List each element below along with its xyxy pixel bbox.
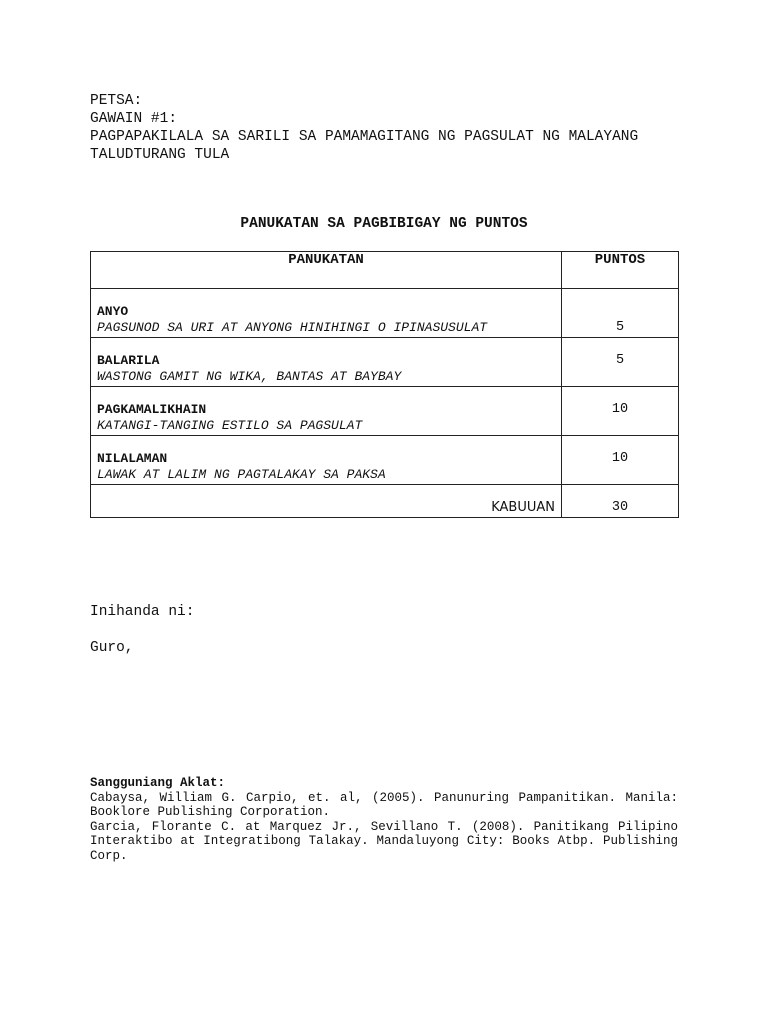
total-label: KABUUAN: [491, 500, 555, 515]
activity-label: GAWAIN #1:: [90, 111, 178, 127]
points-value: 5: [615, 353, 625, 368]
criterion-cell: [91, 338, 562, 387]
criterion-description: LAWAK AT LALIM NG PAGTALAKAY SA PAKSA: [97, 467, 386, 482]
points-cell: [562, 436, 679, 485]
points-value: 10: [611, 402, 629, 417]
criterion-description: PAGSUNOD SA URI AT ANYONG HINIHINGI O IPINASUSULAT: [97, 320, 488, 335]
activity-title-line1: PAGPAPAKILALA SA SARILI SA PAMAMAGITANG NG PAGSULAT NG MALAYANG: [90, 129, 639, 145]
total-points-cell: [562, 485, 679, 518]
criterion-name: BALARILA: [97, 353, 160, 368]
points-cell: [562, 338, 679, 387]
prepared-by-label: Inihanda ni:: [90, 604, 195, 620]
points-cell: [562, 387, 679, 436]
rubric-title: PANUKATAN SA PAGBIBIGAY NG PUNTOS: [240, 216, 528, 232]
criterion-name: ANYO: [97, 304, 129, 319]
document-header: [90, 92, 638, 164]
teacher-label: Guro,: [90, 640, 134, 656]
references-section: [90, 776, 678, 863]
activity-title-line2: TALUDTURANG TULA: [90, 147, 230, 163]
reference-entry: Cabaysa, William G. Carpio, et. al, (2005). Panunuring Pampanitikan. Manila: Booklore Publishing Corporation.: [90, 790, 678, 819]
total-points: 30: [611, 500, 629, 515]
rubric-row: [91, 289, 679, 338]
rubric-table: [90, 251, 679, 518]
criterion-name: NILALAMAN: [97, 451, 168, 466]
rubric-row: [91, 387, 679, 436]
column-header-points: PUNTOS: [562, 252, 679, 289]
references-heading: Sangguniang Aklat:: [90, 776, 226, 790]
criterion-cell: [91, 387, 562, 436]
criterion-cell: [91, 436, 562, 485]
points-cell: [562, 289, 679, 338]
date-label: PETSA:: [90, 93, 143, 109]
criterion-cell: [91, 289, 562, 338]
rubric-row: [91, 436, 679, 485]
criterion-description: KATANGI-TANGING ESTILO SA PAGSULAT: [97, 418, 363, 433]
criterion-name: PAGKAMALIKHAIN: [97, 402, 207, 417]
points-value: 10: [611, 451, 629, 466]
points-value: 5: [615, 320, 625, 335]
column-header-criteria: PANUKATAN: [91, 252, 562, 289]
criterion-description: WASTONG GAMIT NG WIKA, BANTAS AT BAYBAY: [97, 369, 402, 384]
rubric-row: [91, 338, 679, 387]
rubric-total-row: [91, 485, 679, 518]
total-label-cell: [91, 485, 562, 518]
rubric-header-row: [91, 252, 679, 289]
reference-entry: Garcia, Florante C. at Marquez Jr., Sevillano T. (2008). Panitikang Pilipino Interaktibo at Integratibong Talakay. Mandaluyong City: Books Atbp. Publishing Corp.: [90, 819, 678, 863]
